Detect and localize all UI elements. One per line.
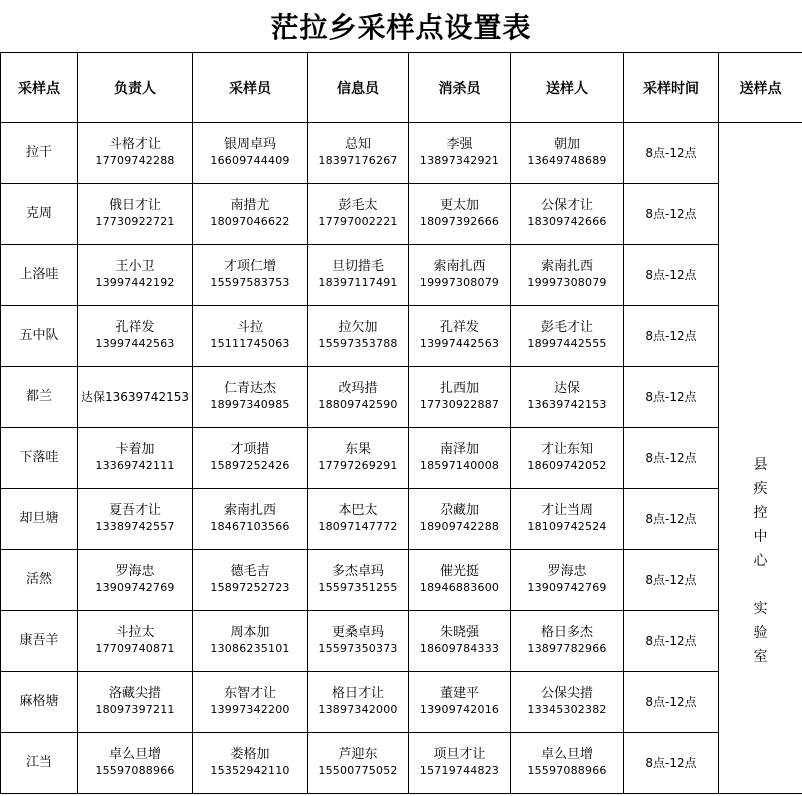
disinfector-phone: 15719744823 xyxy=(419,764,500,777)
sampler-cell xyxy=(193,489,308,550)
sampling-time: 8点-12点 xyxy=(624,733,719,794)
manager-cell xyxy=(78,428,193,489)
sampling-time: 8点-12点 xyxy=(624,611,719,672)
site-name: 活然 xyxy=(1,550,78,611)
manager-phone: 17730922721 xyxy=(95,215,175,228)
header-sampling-time: 采样时间 xyxy=(624,53,719,123)
info-officer-cell xyxy=(308,428,409,489)
sampling-site-table xyxy=(0,52,802,794)
manager-cell xyxy=(78,672,193,733)
site-name: 却旦塘 xyxy=(1,489,78,550)
info-officer-name: 旦切措毛 xyxy=(331,259,384,274)
courier-name: 索南扎西 xyxy=(540,259,593,274)
courier-name: 才让当周 xyxy=(540,503,593,518)
disinfector-phone: 19997308079 xyxy=(419,276,500,289)
courier-name: 公保才让 xyxy=(540,198,593,213)
manager-name: 斗拉太 xyxy=(115,625,155,640)
manager-phone: 17709740871 xyxy=(95,642,175,655)
site-name: 克周 xyxy=(1,184,78,245)
sampler-name: 才项措 xyxy=(230,442,270,457)
sampler-phone: 15597583753 xyxy=(210,276,290,289)
table-row xyxy=(1,367,802,428)
sampling-time: 8点-12点 xyxy=(624,245,719,306)
sampler-phone: 16609744409 xyxy=(210,154,290,167)
sampler-cell xyxy=(193,123,308,184)
table-row xyxy=(1,123,802,184)
info-officer-phone: 15597353788 xyxy=(318,337,398,350)
manager-cell xyxy=(78,489,193,550)
site-name: 江当 xyxy=(1,733,78,794)
manager-phone: 13369742111 xyxy=(95,459,175,472)
table-row xyxy=(1,428,802,489)
courier-phone: 18997442555 xyxy=(527,337,607,350)
courier-phone: 15597088966 xyxy=(527,764,607,777)
info-officer-phone: 18397176267 xyxy=(318,154,398,167)
info-officer-phone: 15597350373 xyxy=(318,642,398,655)
manager-phone: 18097397211 xyxy=(95,703,175,716)
manager-name: 洛藏尖措 xyxy=(108,686,161,701)
courier-cell xyxy=(511,184,624,245)
table-row xyxy=(1,672,802,733)
sampler-cell xyxy=(193,367,308,428)
manager-cell xyxy=(78,184,193,245)
table-row xyxy=(1,184,802,245)
disinfector-cell xyxy=(409,733,511,794)
info-officer-name: 芦迎东 xyxy=(338,747,378,762)
courier-cell xyxy=(511,733,624,794)
sampler-name: 索南扎西 xyxy=(223,503,276,518)
sampler-phone: 15111745063 xyxy=(210,337,290,350)
page-title: 茫拉乡采样点设置表 xyxy=(270,11,532,44)
table-row xyxy=(1,306,802,367)
manager-phone: 13997442563 xyxy=(95,337,175,350)
sampler-cell xyxy=(193,245,308,306)
disinfector-name: 扎西加 xyxy=(439,381,479,396)
disinfector-cell xyxy=(409,428,511,489)
delivery-point-gap xyxy=(753,573,769,597)
courier-name: 彭毛才让 xyxy=(540,320,593,335)
sampler-phone: 18997340985 xyxy=(210,398,290,411)
disinfector-phone: 18097392666 xyxy=(419,215,500,228)
header-row xyxy=(1,53,802,123)
info-officer-cell xyxy=(308,489,409,550)
table-row xyxy=(1,489,802,550)
courier-cell xyxy=(511,672,624,733)
courier-name: 公保尖措 xyxy=(540,686,593,701)
sampling-time: 8点-12点 xyxy=(624,123,719,184)
info-officer-name: 多杰卓玛 xyxy=(331,564,384,579)
delivery-point-text xyxy=(753,453,769,669)
courier-cell xyxy=(511,550,624,611)
info-officer-name: 更桑卓玛 xyxy=(331,625,384,640)
info-officer-cell xyxy=(308,611,409,672)
header-manager: 负责人 xyxy=(78,53,193,123)
sampling-time: 8点-12点 xyxy=(624,489,719,550)
site-name: 五中队 xyxy=(1,306,78,367)
sampler-cell xyxy=(193,611,308,672)
disinfector-name: 南泽加 xyxy=(439,442,479,457)
courier-cell xyxy=(511,367,624,428)
disinfector-name: 孔祥发 xyxy=(439,320,479,335)
table-row xyxy=(1,245,802,306)
disinfector-cell xyxy=(409,611,511,672)
disinfector-name: 项旦才让 xyxy=(433,747,486,762)
sampling-time: 8点-12点 xyxy=(624,550,719,611)
info-officer-phone: 15597351255 xyxy=(318,581,398,594)
table-row xyxy=(1,611,802,672)
manager-phone: 13909742769 xyxy=(95,581,175,594)
header-courier: 送样人 xyxy=(511,53,624,123)
disinfector-phone: 13897342921 xyxy=(419,154,500,167)
sampler-name: 东智才让 xyxy=(223,686,276,701)
info-officer-cell xyxy=(308,306,409,367)
sampling-time: 8点-12点 xyxy=(624,428,719,489)
courier-cell xyxy=(511,245,624,306)
courier-phone: 13649748689 xyxy=(527,154,607,167)
sampler-name: 才项仁增 xyxy=(223,259,276,274)
manager-cell xyxy=(78,367,193,428)
sampler-cell xyxy=(193,550,308,611)
sampler-cell xyxy=(193,733,308,794)
courier-phone: 19997308079 xyxy=(527,276,607,289)
delivery-point-line2: 实验室 xyxy=(753,601,768,665)
delivery-point-line1: 县疾控中心 xyxy=(753,457,768,569)
manager-name: 俄日才让 xyxy=(108,198,161,213)
sampler-cell xyxy=(193,306,308,367)
manager-name: 达保13639742153 xyxy=(81,390,189,404)
info-officer-cell xyxy=(308,245,409,306)
sampler-phone: 15897252723 xyxy=(210,581,290,594)
delivery-point-cell xyxy=(719,123,802,794)
info-officer-cell xyxy=(308,184,409,245)
courier-cell xyxy=(511,489,624,550)
site-name: 都兰 xyxy=(1,367,78,428)
courier-cell xyxy=(511,428,624,489)
info-officer-name: 彭毛太 xyxy=(338,198,378,213)
courier-phone: 13345302382 xyxy=(527,703,607,716)
manager-name: 夏吾才让 xyxy=(108,503,161,518)
manager-name: 斗格才让 xyxy=(108,137,161,152)
disinfector-name: 催光挺 xyxy=(439,564,479,579)
disinfector-phone: 17730922887 xyxy=(419,398,500,411)
disinfector-name: 朱晓强 xyxy=(439,625,479,640)
info-officer-phone: 18397117491 xyxy=(318,276,398,289)
disinfector-phone: 18609784333 xyxy=(419,642,500,655)
sampling-time: 8点-12点 xyxy=(624,672,719,733)
manager-name: 卓么旦增 xyxy=(108,747,161,762)
sampler-name: 娄格加 xyxy=(230,747,270,762)
courier-name: 达保 xyxy=(553,381,580,396)
header-disinfector: 消杀员 xyxy=(409,53,511,123)
sampler-phone: 13086235101 xyxy=(210,642,290,655)
header-info-officer: 信息员 xyxy=(308,53,409,123)
info-officer-phone: 15500775052 xyxy=(318,764,398,777)
sampling-time: 8点-12点 xyxy=(624,367,719,428)
info-officer-name: 总知 xyxy=(344,137,371,152)
info-officer-name: 格日才让 xyxy=(331,686,384,701)
info-officer-cell xyxy=(308,367,409,428)
courier-phone: 13897782966 xyxy=(527,642,607,655)
info-officer-phone: 18809742590 xyxy=(318,398,398,411)
courier-phone: 18309742666 xyxy=(527,215,607,228)
manager-phone: 17709742288 xyxy=(95,154,175,167)
manager-cell xyxy=(78,733,193,794)
disinfector-name: 董建平 xyxy=(439,686,479,701)
header-site: 采样点 xyxy=(1,53,78,123)
info-officer-phone: 17797269291 xyxy=(318,459,398,472)
site-name: 麻格塘 xyxy=(1,672,78,733)
manager-cell xyxy=(78,245,193,306)
info-officer-cell xyxy=(308,550,409,611)
sampler-cell xyxy=(193,428,308,489)
sampler-name: 斗拉 xyxy=(236,320,263,335)
info-officer-name: 改玛措 xyxy=(338,381,378,396)
courier-name: 卓么旦增 xyxy=(540,747,593,762)
site-name: 拉干 xyxy=(1,123,78,184)
manager-name: 卡着加 xyxy=(115,442,155,457)
info-officer-name: 东果 xyxy=(344,442,371,457)
info-officer-phone: 18097147772 xyxy=(318,520,398,533)
courier-name: 才让东知 xyxy=(540,442,593,457)
disinfector-cell xyxy=(409,672,511,733)
manager-phone: 13389742557 xyxy=(95,520,175,533)
site-name: 下落哇 xyxy=(1,428,78,489)
disinfector-phone: 13997442563 xyxy=(419,337,500,350)
sampler-name: 仁青达杰 xyxy=(223,381,276,396)
courier-cell xyxy=(511,306,624,367)
courier-phone: 18609742052 xyxy=(527,459,607,472)
info-officer-phone: 13897342000 xyxy=(318,703,398,716)
courier-phone: 18109742524 xyxy=(527,520,607,533)
disinfector-name: 李强 xyxy=(446,137,473,152)
disinfector-cell xyxy=(409,550,511,611)
sampling-time: 8点-12点 xyxy=(624,306,719,367)
disinfector-cell xyxy=(409,489,511,550)
manager-name: 罗海忠 xyxy=(115,564,155,579)
manager-phone: 15597088966 xyxy=(95,764,175,777)
table-row xyxy=(1,550,802,611)
info-officer-cell xyxy=(308,672,409,733)
courier-phone: 13909742769 xyxy=(527,581,607,594)
disinfector-cell xyxy=(409,367,511,428)
sampler-cell xyxy=(193,672,308,733)
sampler-name: 银周卓玛 xyxy=(223,137,276,152)
sampler-cell xyxy=(193,184,308,245)
manager-phone: 13997442192 xyxy=(95,276,175,289)
sampler-name: 南措尤 xyxy=(230,198,270,213)
info-officer-phone: 17797002221 xyxy=(318,215,398,228)
manager-cell xyxy=(78,123,193,184)
courier-name: 朝加 xyxy=(553,137,580,152)
courier-phone: 13639742153 xyxy=(527,398,607,411)
manager-cell xyxy=(78,550,193,611)
manager-name: 王小卫 xyxy=(115,259,155,274)
sampler-phone: 15897252426 xyxy=(210,459,290,472)
disinfector-phone: 18597140008 xyxy=(419,459,500,472)
sampling-time: 8点-12点 xyxy=(624,184,719,245)
sampler-phone: 13997342200 xyxy=(210,703,290,716)
disinfector-phone: 18946883600 xyxy=(419,581,500,594)
sampler-name: 周本加 xyxy=(230,625,270,640)
disinfector-phone: 18909742288 xyxy=(419,520,500,533)
header-sampler: 采样员 xyxy=(193,53,308,123)
table-row xyxy=(1,733,802,794)
sampler-phone: 15352942110 xyxy=(210,764,290,777)
courier-name: 罗海忠 xyxy=(547,564,587,579)
site-name: 康吾羊 xyxy=(1,611,78,672)
courier-cell xyxy=(511,123,624,184)
info-officer-name: 拉欠加 xyxy=(338,320,378,335)
info-officer-cell xyxy=(308,123,409,184)
sampler-name: 德毛吉 xyxy=(230,564,270,579)
info-officer-cell xyxy=(308,733,409,794)
courier-cell xyxy=(511,611,624,672)
disinfector-cell xyxy=(409,123,511,184)
site-name: 上洛哇 xyxy=(1,245,78,306)
sampler-phone: 18467103566 xyxy=(210,520,290,533)
header-delivery-point: 送样点 xyxy=(719,53,802,123)
disinfector-phone: 13909742016 xyxy=(419,703,500,716)
disinfector-name: 更太加 xyxy=(439,198,479,213)
disinfector-cell xyxy=(409,306,511,367)
disinfector-name: 尕藏加 xyxy=(439,503,479,518)
info-officer-name: 本巴太 xyxy=(338,503,378,518)
disinfector-cell xyxy=(409,184,511,245)
disinfector-cell xyxy=(409,245,511,306)
manager-cell xyxy=(78,611,193,672)
sampler-phone: 18097046622 xyxy=(210,215,290,228)
courier-name: 格日多杰 xyxy=(540,625,593,640)
disinfector-name: 索南扎西 xyxy=(433,259,486,274)
manager-name: 孔祥发 xyxy=(115,320,155,335)
manager-cell xyxy=(78,306,193,367)
